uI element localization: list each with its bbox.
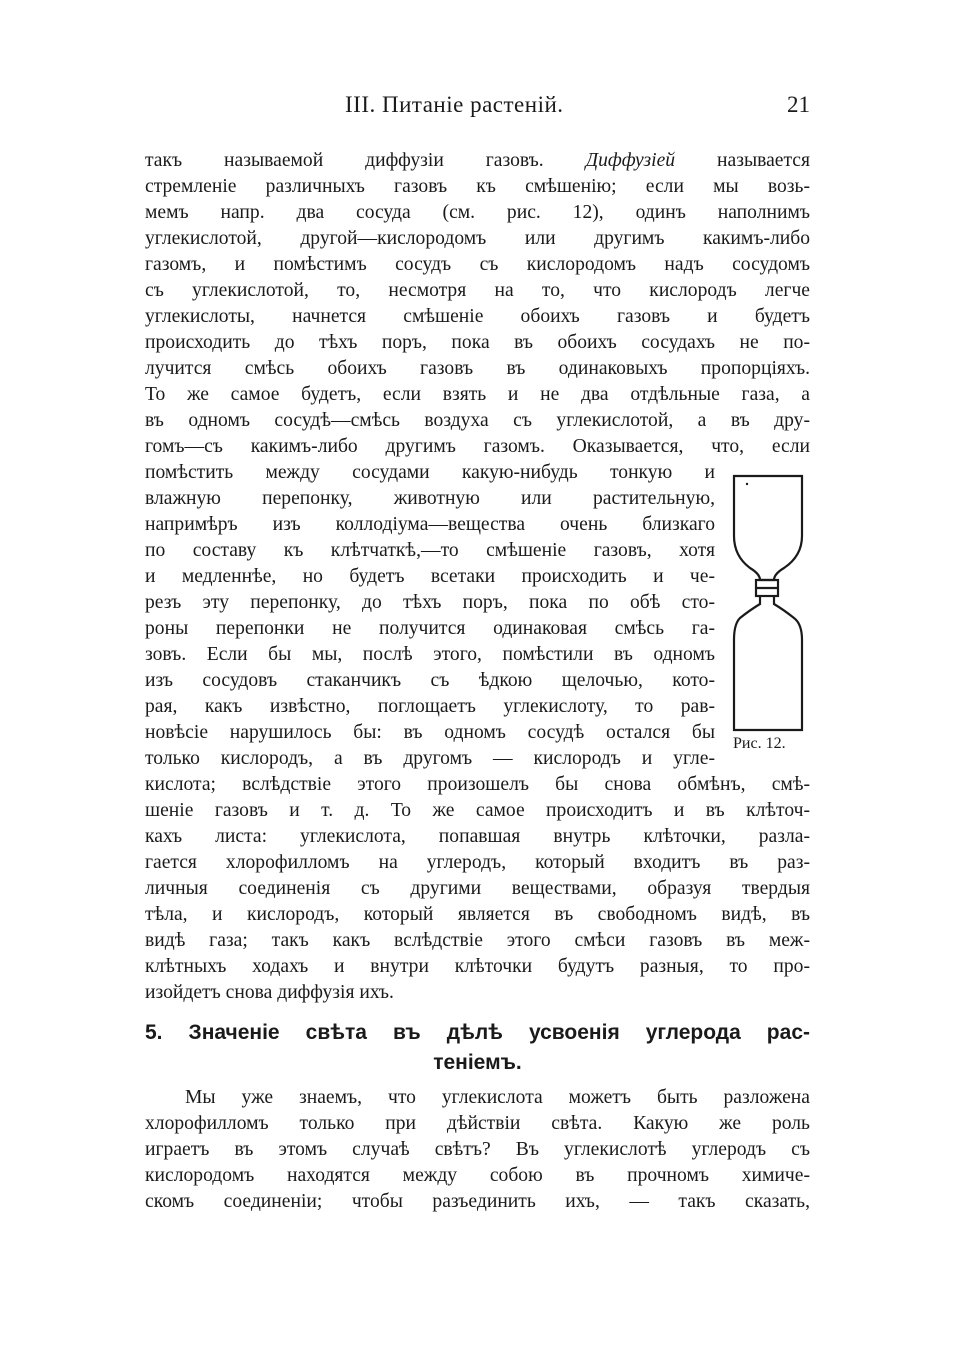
text-line: резъ эту перепонку, до тѣхъ поръ, пока по обѣ сто-: [145, 592, 715, 613]
two-vessels-figure: [722, 468, 812, 748]
running-head: III. Питаніе растеній.: [345, 92, 564, 117]
text-line: гомъ—съ какимъ-либо другимъ газомъ. Оказывается, что, если: [145, 436, 810, 457]
text-line: изойдетъ снова диффузія ихъ.: [145, 982, 394, 1003]
text-line: новѣсіе нарушилось бы: въ одномъ сосудѣ остался бы: [145, 722, 715, 743]
speck: [746, 483, 748, 485]
upper-vessel: [734, 476, 802, 580]
figure-caption: Рис. 12.: [733, 735, 786, 752]
text-line: тѣла, и кислородъ, который является въ свободномъ видѣ, въ: [145, 904, 810, 925]
text-line: напримѣръ изъ коллодіума—вещества очень близкаго: [145, 514, 715, 535]
text-line: газомъ, и помѣстимъ сосудъ съ кислородомъ надъ сосудомъ: [145, 254, 810, 275]
text-line: То же самое будетъ, если взять и не два отдѣльные газа, а: [145, 384, 810, 405]
text-line: изъ сосудовъ стаканчикъ съ ѣдкою щелочью, кото-: [145, 670, 715, 691]
text-line: гается хлорофилломъ на углеродъ, который входитъ въ раз-: [145, 852, 810, 873]
text-line: и медленнѣе, но будетъ всетаки происходить и че-: [145, 566, 715, 587]
text-line: шеніе газовъ и т. д. То же самое происходитъ и въ клѣточ-: [145, 800, 810, 821]
text-line: помѣстить между сосудами какую-нибудь тонкую и: [145, 462, 715, 483]
text-line: Мы уже знаемъ, что углекислота можетъ быть разложена: [185, 1087, 810, 1108]
text-line: клѣтныхъ ходахъ и внутри клѣточки будутъ разныя, то про-: [145, 956, 810, 977]
text-line: зовъ. Если бы мы, послѣ этого, помѣстили въ одномъ: [145, 644, 715, 665]
text-line: углекислоты, начнется смѣшеніе обоихъ газовъ и будетъ: [145, 306, 810, 327]
page-header: [145, 92, 810, 126]
section-heading: 5. Значеніе свѣта въ дѣлѣ усвоенія углерода рас-: [145, 1021, 810, 1044]
text-line: кислородомъ находятся между собою въ прочномъ химиче-: [145, 1165, 810, 1186]
text-line: влажную перепонку, животную или растительную,: [145, 488, 715, 509]
text-line: мемъ напр. два сосуда (см. рис. 12), одинъ наполнимъ: [145, 202, 810, 223]
text-line: кислота; вслѣдствіе этого произошелъ бы снова обмѣнъ, смѣ-: [145, 774, 810, 795]
text-line: видѣ газа; такъ какъ вслѣдствіе этого смѣси газовъ въ меж-: [145, 930, 810, 951]
lower-vessel: [734, 596, 802, 730]
text-line: стремленіе различныхъ газовъ къ смѣшенію; если мы возь-: [145, 176, 810, 197]
page-number: 21: [787, 92, 810, 117]
text-line: по составу къ клѣтчаткѣ,—то смѣшеніе газовъ, хотя: [145, 540, 715, 561]
text-line: съ углекислотой, то, несмотря на то, что кислородъ легче: [145, 280, 810, 301]
text-line: играетъ въ этомъ случаѣ свѣтъ? Въ углекислотѣ углеродъ съ: [145, 1139, 810, 1160]
text-fragment: называется: [717, 150, 810, 171]
section-heading-continued: теніемъ.: [433, 1051, 522, 1074]
text-line: личныя соединенія съ другими веществами, образуя твердыя: [145, 878, 810, 899]
text-line: въ одномъ сосудѣ—смѣсь воздуха съ углекислотой, а въ дру-: [145, 410, 810, 431]
text-line: происходить до тѣхъ поръ, пока въ обоихъ сосудахъ не по-: [145, 332, 810, 353]
text-fragment: такъ называемой диффузіи газовъ.: [145, 150, 544, 171]
italic-term: Диффузіей: [585, 150, 676, 171]
text-line: рая, какъ извѣстно, поглощаетъ углекислоту, то рав-: [145, 696, 715, 717]
text-line: [145, 148, 810, 174]
text-line: роны перепонки не получится одинаковая смѣсь га-: [145, 618, 715, 639]
text-line: лучится смѣсь обоихъ газовъ въ одинаковыхъ пропорціяхъ.: [145, 358, 810, 379]
text-line: кахъ листа: углекислота, попавшая внутрь клѣточки, разла-: [145, 826, 810, 847]
text-line: только кислородъ, а въ другомъ — кислородъ и угле-: [145, 748, 715, 769]
text-line: скомъ соединеніи; чтобы разъединить ихъ, — такъ сказать,: [145, 1191, 810, 1212]
text-line: хлорофилломъ только при дѣйствіи свѣта. Какую же роль: [145, 1113, 810, 1134]
text-line: углекислотой, другой—кислородомъ или другимъ какимъ-либо: [145, 228, 810, 249]
